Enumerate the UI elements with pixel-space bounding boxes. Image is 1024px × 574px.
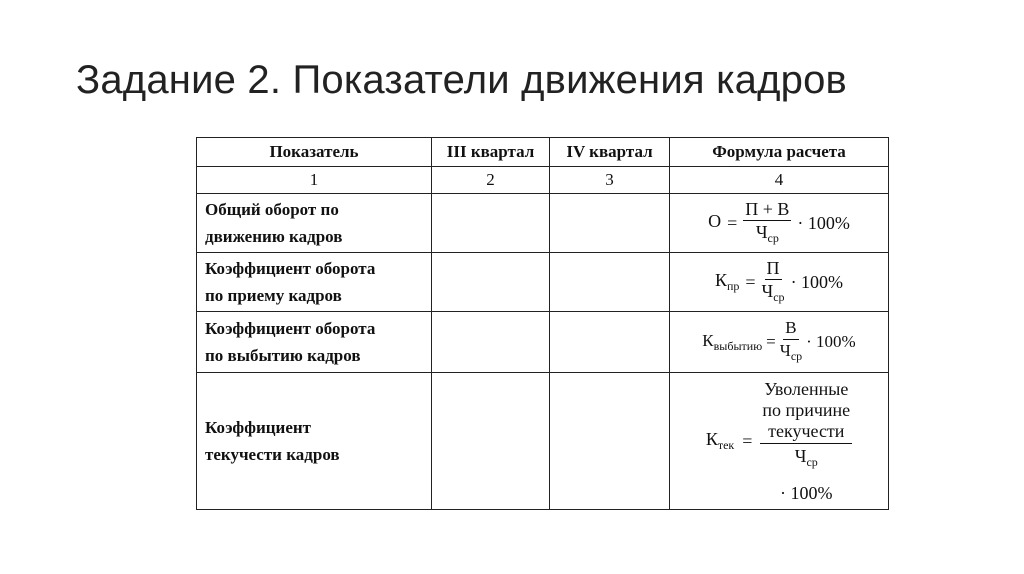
header-q4: IV квартал (550, 138, 670, 167)
indicator-line: по приему кадров (205, 286, 342, 305)
formula-lhs: К (714, 270, 727, 290)
formula-equals: = (742, 430, 753, 451)
formula-equals: = (766, 332, 776, 351)
formula-multiplier: · 100% (797, 212, 850, 233)
formula-equals: = (727, 212, 738, 233)
formula-cell (670, 373, 889, 510)
formula-equals: = (745, 271, 756, 292)
table-row (197, 253, 889, 312)
fraction-numerator: В (783, 318, 798, 340)
indicator-line: по выбытию кадров (205, 346, 361, 365)
header-q3: III квартал (432, 138, 550, 167)
formula-lhs-sub: пр (726, 279, 740, 293)
header-formula: Формула расчета (670, 138, 889, 167)
indicator-line: Коэффициент (205, 418, 312, 437)
fraction-numerator: П (766, 257, 780, 278)
formula-cell (670, 194, 889, 253)
table-row (197, 194, 889, 253)
column-number-row (197, 167, 889, 194)
indicator-cell (197, 194, 432, 253)
column-number: 4 (670, 167, 889, 194)
q4-cell[interactable] (550, 253, 670, 312)
fraction-denominator: $Ч_{ср}$ (761, 280, 785, 304)
formula-multiplier: · 100% (806, 332, 856, 351)
fraction-denominator: $Ч_{ср}$ (755, 221, 779, 245)
formula (706, 379, 852, 504)
formula-multiplier: · 100% (790, 271, 844, 292)
fraction-numerator: Уволенные по причине текучести (760, 379, 852, 444)
slide-title: Задание 2. Показатели движения кадров (76, 58, 847, 102)
fraction-numerator: П + В (745, 198, 790, 219)
fraction-denominator: $Ч_{ср}$ (794, 445, 818, 469)
indicators-table (196, 137, 889, 510)
fraction (780, 318, 802, 366)
q4-cell[interactable] (550, 373, 670, 510)
q3-cell[interactable] (432, 373, 550, 510)
formula (708, 199, 850, 248)
indicator-cell (197, 253, 432, 312)
formula-lhs-sub: тек (717, 438, 735, 452)
indicator-line: Общий оборот по (205, 200, 339, 219)
formula-lhs: К (702, 330, 714, 350)
indicator-line: Коэффициент оборота (205, 259, 376, 278)
q4-cell[interactable] (550, 194, 670, 253)
formula-lhs-sub: выбытию (713, 338, 763, 353)
fraction (743, 199, 791, 248)
column-number: 1 (197, 167, 432, 194)
fraction-denominator: $Ч_{ср}$ (779, 341, 803, 363)
column-number: 3 (550, 167, 670, 194)
formula-cell (670, 312, 889, 373)
q3-cell[interactable] (432, 253, 550, 312)
indicator-cell (197, 312, 432, 373)
fraction (762, 258, 785, 307)
formula (702, 318, 855, 366)
fraction (760, 379, 852, 504)
formula-cell (670, 253, 889, 312)
table-row (197, 373, 889, 510)
indicator-line: Коэффициент оборота (205, 319, 376, 338)
table-row (197, 312, 889, 373)
formula (715, 258, 843, 307)
q4-cell[interactable] (550, 312, 670, 373)
indicator-line: движению кадров (205, 227, 343, 246)
formula-lhs: О (708, 211, 722, 231)
indicator-cell (197, 373, 432, 510)
column-number: 2 (432, 167, 550, 194)
header-indicator: Показатель (197, 138, 432, 167)
q3-cell[interactable] (432, 194, 550, 253)
formula-multiplier: · 100% (780, 482, 833, 503)
indicator-line: текучести кадров (205, 445, 340, 464)
formula-lhs: К (705, 429, 718, 449)
table-header-row (197, 138, 889, 167)
q3-cell[interactable] (432, 312, 550, 373)
